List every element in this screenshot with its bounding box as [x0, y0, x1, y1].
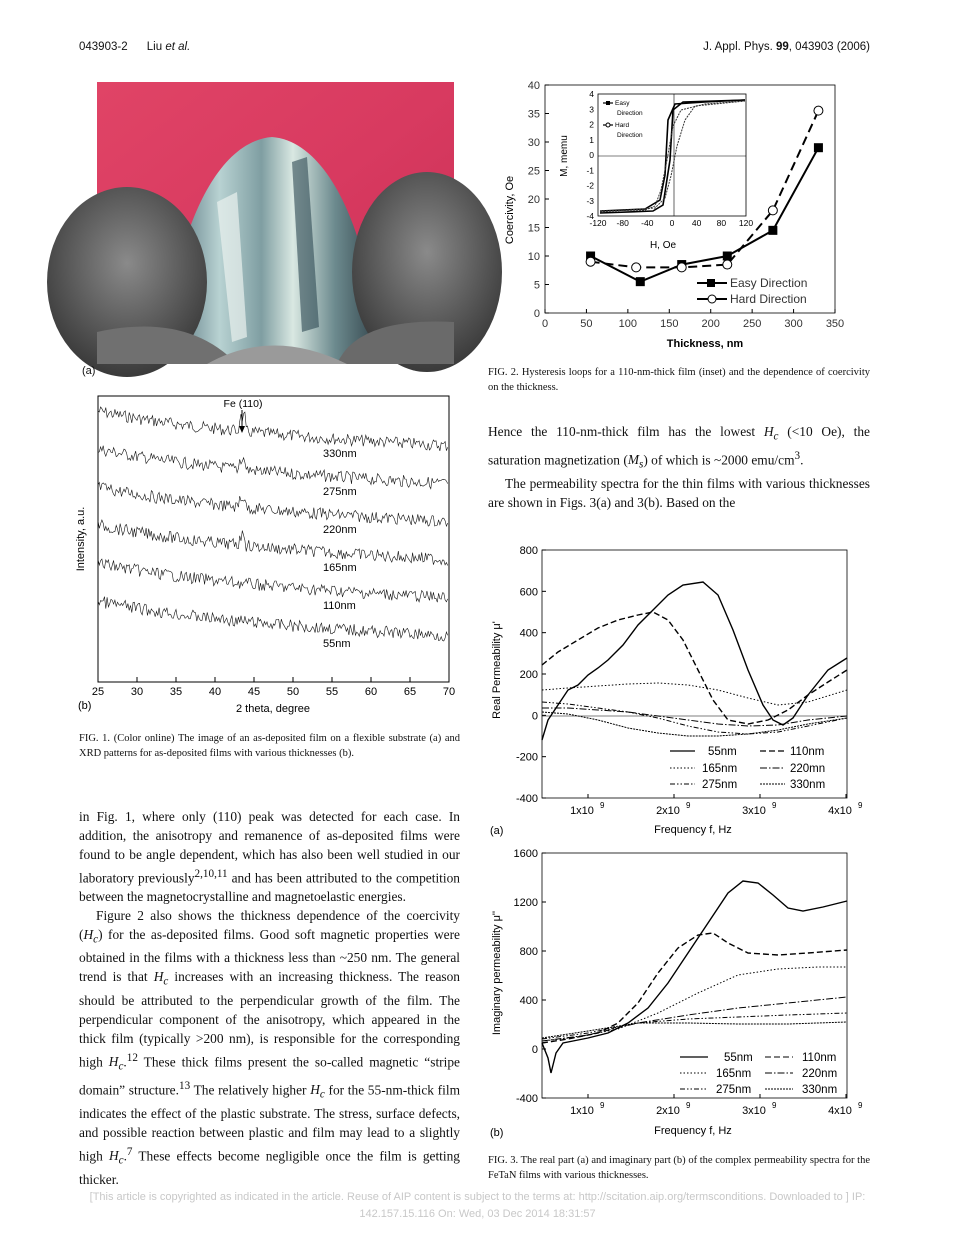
paragraph-permeability: The permeability spectra for the thin films with various thicknesses are shown in Figs. 3(a) and 3(b). Based on the: [488, 475, 870, 510]
svg-text:55nm: 55nm: [724, 1052, 753, 1064]
fig2-xtick-label: 150: [660, 318, 679, 330]
inset-ytick-label: 3: [589, 104, 594, 115]
svg-text:220nm: 220nm: [802, 1068, 838, 1080]
fig2-ytick-label: 0: [533, 308, 540, 320]
fig3-ytick-label: 800: [519, 946, 538, 958]
xrd-annotation-fe110: Fe (110): [223, 398, 263, 410]
xrd-xtick-label: 40: [208, 686, 222, 698]
fig3-ytick-label: 0: [531, 710, 538, 723]
fig3-ytick-label: 1200: [513, 897, 538, 909]
fig3b-curves: [542, 881, 847, 1073]
fig2-xlabel: Thickness, nm: [666, 338, 744, 350]
inset-ylabel: M, memu: [559, 135, 570, 177]
xrd-xtick-label: 30: [130, 686, 144, 698]
xrd-xtick-label: 50: [286, 686, 300, 698]
svg-text:330nm: 330nm: [790, 779, 826, 791]
svg-text:275nm: 275nm: [716, 1084, 752, 1096]
xrd-trace-label: 220nm: [323, 524, 357, 536]
fig2-point-hard: [677, 263, 686, 272]
xrd-xtick-label: 35: [169, 686, 183, 698]
svg-text:220mn: 220mn: [790, 763, 826, 775]
fig3-xtick-label: 2x10: [656, 1105, 680, 1117]
fig3-xtick-exponent: 9: [686, 1101, 691, 1110]
fig1-panel-b-label: (b): [78, 700, 92, 712]
fig2-ylabel: Coercivity, Oe: [504, 175, 516, 245]
fig1-panel-a-label: (a): [82, 365, 96, 377]
fig3-ytick-label: -400: [515, 793, 538, 805]
fig2-xtick-label: 250: [742, 318, 762, 330]
fig2-xtick-label: 200: [701, 318, 720, 330]
xrd-trace-label: 330nm: [323, 448, 357, 460]
xrd-trace-label: 165nm: [323, 562, 357, 574]
inset-xtick-label: 80: [716, 218, 727, 228]
fig2-caption: FIG. 2. Hysteresis loops for a 110-nm-thick film (inset) and the dependence of coercivity on the thickness.: [488, 367, 870, 393]
svg-text:55nm: 55nm: [708, 746, 737, 758]
paragraph-fig1-discussion: in Fig. 1, where only (110) peak was detected for each case. In addition, the anisotropy and remanence of as-deposited films were found to be angle dependent, which has also been well studied in our laboratory previously$^{2,10,11}$ and has been attributed to the competition between the magnetocrystalline and magnetoelastic energies.: [79, 809, 461, 905]
fig3-xtick-exponent: 9: [600, 801, 605, 810]
fig2-point-hard: [723, 260, 732, 269]
fig1-caption: FIG. 1. (Color online) The image of an as-deposited film on a flexible substrate (a) and XRD patterns for as-deposited films with various thicknesses (b).: [79, 733, 460, 759]
svg-text:Easy: Easy: [615, 100, 630, 107]
paragraph-hence: Hence the 110-nm-thick film has the lowest $H_c$ (<10 Oe), the saturation magnetization $(M_s)$ of which is ~2000 emu/$cm^3$.: [488, 424, 870, 471]
fig3b-ylabel: Imaginary permeability μ'': [491, 910, 503, 1036]
xrd-trace-label: 55nm: [323, 638, 351, 650]
inset-xtick-label: -80: [616, 218, 629, 228]
curve-110nm: [542, 933, 847, 1043]
inset-ytick-label: -2: [586, 180, 594, 191]
fig3-ytick-label: 200: [519, 669, 538, 681]
fig3-xtick-label: 1x10: [570, 1105, 594, 1117]
paragraph-coercivity: Figure 2 also shows the thickness dependence of the coercivity $(H_c)$ for the as-deposited films. Good soft magnetic properties were obtained in the films with a thickness less than ~250 nm. The general trend is that $H_c$ increases with an increasing thickness. The reason should be attributed to the perpendicular growth of the film. The perpendicular component of the anisotropy, which appeared in the thick film (typically >200 nm), is responsible for the corresponding high $H_c.^{12}$ These thick films present the so-called magnetic “stripe domain” structure.$^{13}$ The relatively higher $H_c$ for the 55-nm-thick film indicates the effect of the plastic substrate. The stress, surface defects, and possible reaction between plastic and film may lead to a slightly high $H_c.^7$ These effects become negligible once the film is getting thicker.: [79, 908, 461, 1187]
fig3-xtick-label: 2x10: [656, 805, 680, 817]
fig3a-legend: [670, 746, 825, 791]
page-number: 043903-2: [79, 41, 128, 53]
fig2-point-easy: [814, 143, 823, 152]
fig3-xtick-label: 3x10: [742, 1105, 766, 1117]
fig3-xtick-exponent: 9: [858, 1101, 863, 1110]
fig3-xtick-label: 4x10: [828, 805, 852, 817]
curve-330nm: [542, 712, 847, 736]
xrd-xtick-label: 60: [364, 686, 378, 698]
curve-110nm: [542, 612, 847, 724]
fig3a-real-permeability-chart: [488, 540, 868, 840]
fig2-ytick-label: 25: [527, 165, 540, 178]
inset-xlabel: H, Oe: [649, 240, 677, 251]
fig1a-photo: [97, 82, 454, 364]
svg-text:330nm: 330nm: [802, 1084, 838, 1096]
fig3-ytick-label: -200: [515, 751, 538, 764]
fig2-point-hard: [768, 206, 777, 215]
fig2-ytick-label: 10: [527, 251, 540, 263]
fig3-xtick-label: 3x10: [742, 805, 766, 817]
fig2-legend: [697, 276, 807, 306]
curve-55nm: [542, 881, 847, 1073]
svg-text:275nm: 275nm: [702, 779, 738, 791]
curve-220nm: [542, 708, 847, 726]
fig2-xtick-label: 100: [618, 318, 638, 330]
legend-easy: Easy Direction: [730, 276, 808, 290]
fig3-ytick-label: 0: [531, 1044, 538, 1056]
fig2-point-easy: [723, 252, 732, 261]
svg-text:Hard: Hard: [615, 122, 630, 129]
fig3-xtick-label: 4x10: [828, 1105, 852, 1117]
fig3a-ylabel: Real Permeability μ': [491, 621, 503, 719]
fig2-xtick-label: 300: [784, 318, 803, 330]
fig2-point-hard: [586, 257, 595, 266]
fig3-xtick-exponent: 9: [686, 801, 691, 810]
xrd-trace-220nm: [98, 483, 448, 527]
running-header-right: J. Appl. Phys. 99, 043903 (2006): [703, 41, 870, 53]
fig3-panel-a-label: (a): [490, 825, 504, 837]
fig2-ytick-label: 20: [527, 194, 540, 206]
fig3b-legend: [680, 1052, 837, 1096]
fig2-ytick-label: 35: [527, 108, 540, 121]
inset-ytick-label: 1: [589, 134, 594, 145]
fig3-ytick-label: 800: [519, 545, 538, 557]
fig2-xtick-label: 0: [541, 318, 549, 330]
fig3-xtick-exponent: 9: [772, 1101, 777, 1110]
fig3-ytick-label: -400: [515, 1093, 538, 1105]
fig2-ytick-label: 40: [527, 80, 540, 92]
fig2-point-easy: [768, 226, 777, 235]
fig2-point-easy: [636, 277, 645, 286]
fig2-ytick-label: 15: [527, 222, 540, 235]
fig3b-xlabel: Frequency f, Hz: [654, 1125, 732, 1137]
fig3-ytick-label: 400: [519, 627, 538, 640]
xrd-xtick-label: 65: [403, 686, 417, 698]
xrd-xtick-label: 25: [91, 686, 105, 698]
inset-xtick-label: -120: [589, 218, 607, 228]
right-column-text: [488, 423, 870, 512]
fig2-point-hard: [632, 263, 641, 272]
fig1b-xrd-chart: [75, 393, 458, 723]
svg-text:Direction: Direction: [617, 110, 643, 117]
svg-text:110nm: 110nm: [802, 1052, 837, 1064]
inset-xtick-label: 40: [691, 218, 702, 228]
fig3-xtick-exponent: 9: [858, 801, 863, 810]
inset-ytick-label: 2: [589, 119, 594, 130]
xrd-xtick-label: 55: [325, 686, 339, 698]
fig3-ytick-label: 600: [519, 586, 538, 599]
curve-165nm: [542, 683, 847, 705]
inset-ytick-label: 4: [589, 89, 594, 99]
inset-ytick-label: -4: [586, 211, 594, 221]
fig3-xtick-label: 1x10: [570, 805, 594, 817]
journal-name: J. Appl. Phys.: [703, 41, 773, 53]
inset-xtick-label: 120: [738, 218, 754, 228]
xrd-trace-275nm: [98, 446, 448, 489]
xrd-ylabel: Intensity, a.u.: [75, 506, 87, 572]
inset-xtick-label: -40: [641, 218, 654, 228]
fig2-xtick-label: 50: [580, 318, 593, 330]
xrd-trace-110nm: [98, 559, 448, 602]
fig3-ytick-label: 400: [519, 995, 538, 1007]
fig2-ytick-label: 5: [533, 279, 540, 292]
fig3-xtick-exponent: 9: [772, 801, 777, 810]
svg-text:165nm: 165nm: [716, 1068, 752, 1080]
inset-ytick-label: -3: [586, 195, 594, 206]
xrd-trace-label: 275nm: [323, 486, 357, 498]
xrd-trace-55nm: [98, 597, 448, 641]
running-header-left: 043903-2 Liu et al.: [79, 41, 191, 53]
xrd-xtick-label: 45: [247, 686, 261, 698]
fig2-xtick-label: 350: [825, 318, 845, 330]
xrd-trace-label: 110nm: [323, 600, 356, 612]
fig3-ytick-label: 1600: [513, 848, 538, 860]
svg-text:Direction: Direction: [617, 132, 643, 139]
fig3b-imaginary-permeability-chart: [488, 843, 868, 1143]
inset-ytick-label: 0: [589, 150, 594, 160]
inset-xtick-label: 0: [669, 218, 675, 228]
fig3-caption: FIG. 3. The real part (a) and imaginary part (b) of the complex permeability spectra for the FeTaN films with various thicknesses.: [488, 1155, 870, 1181]
curve-165nm: [542, 967, 847, 1041]
svg-text:110nm: 110nm: [790, 746, 825, 758]
xrd-xlabel: 2 theta, degree: [235, 703, 311, 715]
xrd-trace-165nm: [98, 520, 448, 566]
xrd-xtick-label: 70: [442, 686, 456, 698]
copyright-footer: [This article is copyrighted as indicated in the article. Reuse of AIP content is subject to the terms at: http://scitation.aip.org/termsconditions. Downloaded to ] IP: 142.157.15.116 On: Wed, 03 Dec 2014 18:31:57: [89, 1191, 866, 1220]
fig2-point-hard: [814, 106, 823, 115]
fig3a-xlabel: Frequency f, Hz: [654, 824, 732, 836]
fig3-panel-b-label: (b): [490, 1127, 504, 1139]
inset-ytick-label: -1: [586, 165, 594, 176]
xrd-plot-frame: [98, 396, 449, 682]
authors: Liu: [146, 41, 163, 53]
xrd-trace-330nm: [98, 407, 448, 451]
legend-hard: Hard Direction: [730, 292, 807, 306]
left-column-text: [79, 808, 460, 1190]
svg-text:165nm: 165nm: [702, 763, 738, 775]
fig2-inset: [559, 89, 753, 251]
fig2-ytick-label: 30: [527, 137, 540, 149]
fig2-coercivity-chart: [505, 80, 855, 352]
fig3-xtick-exponent: 9: [600, 1101, 605, 1110]
